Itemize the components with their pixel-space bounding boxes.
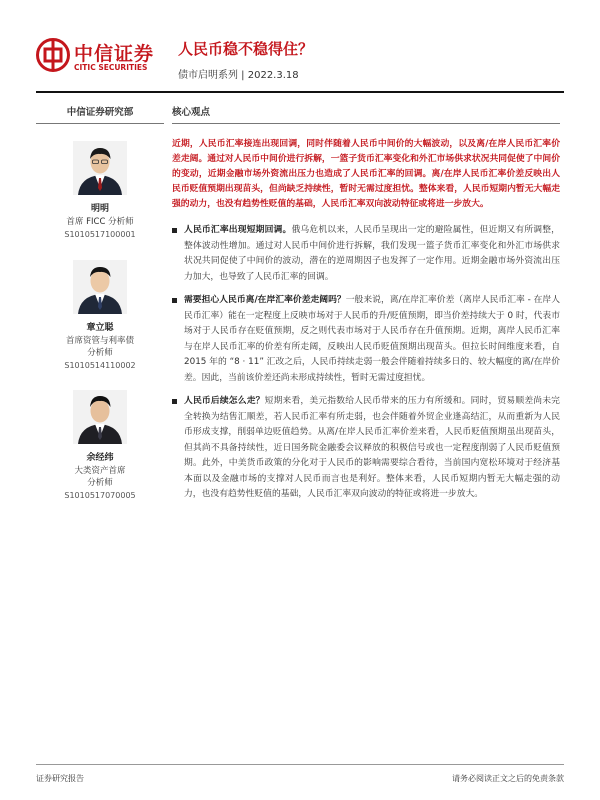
bullet-square-icon (172, 228, 177, 233)
bullet-list (172, 223, 560, 503)
section-title-core-views: 核心观点 (172, 104, 560, 124)
analyst-photo-icon (73, 260, 127, 314)
analyst-role: 首席资管与利率债 (65, 336, 134, 346)
bullet-item (172, 293, 560, 386)
report-header (0, 0, 600, 95)
research-dept-title: 中信证券研究部 (36, 104, 164, 124)
page-footer (36, 764, 564, 792)
logo-english-name: CITIC SECURITIES (74, 63, 148, 72)
analyst-sidebar (36, 104, 164, 500)
summary-paragraph: 近期，人民币汇率接连出现回调，同时伴随着人民币中间价的大幅波动，以及离/在岸人民币汇率价差走阔。通过对人民币中间价进行拆解，一篮子货币汇率变化和外汇市场供求状况共同促使了中间价的变动，近期金融市场外资流出压力也造成了人民币汇率的回调。离/在岸人民币汇率价差反映出人民币贬值预期出现苗头，但尚缺乏持续性，暂时无需过度担忧。整体来看，人民币短期内暂无大幅走强的动力，也没有趋势性贬值的基础，人民币汇率双向波动特征或将进一步放大。 (172, 139, 560, 209)
bullet-text: 短期来看，美元指数给人民币带来的压力有所缓和。同时，贸易顺差尚未完全转换为结售汇顺差，若人民币汇率有所走弱，也会伴随着外贸企业逢高结汇，从而重新为人民币形成支撑，削弱单边贬值趋势。从离/在岸人民币汇率价差来看，人民币贬值预期虽出现苗头，但其尚不具备持续性，近日国务院金融委会议释放的积极信号或也一定程度削弱了人民币贬值预期。此外，中美货币政策的分化对于人民币的影响需要综合看待，当前国内宽松环境对于经济基本面以及金融市场的支撑对人民币而言也是利好。整体来看，人民币短期内暂无大幅走强的动力，也没有趋势性贬值的基础，人民币汇率双向波动的特征或将进一步放大。 (184, 396, 560, 499)
footer-disclaimer-note: 请务必阅读正文之后的免责条款 (452, 774, 564, 783)
report-series-date: 债市启明系列 | 2022.3.18 (178, 70, 299, 81)
citic-logo (36, 30, 171, 80)
analyst-photo-icon (73, 390, 127, 444)
citic-emblem-icon (36, 38, 70, 72)
analyst-role: 分析师 (87, 478, 113, 488)
bullet-text: 一般来说，离/在岸汇率价差（离岸人民币汇率 - 在岸人民币汇率）能在一定程度上反映市场对于人民币的升/贬值预期，即当价差持续大于 0 时，代表市场对于人民币存在贬值预期，反之则代表市场对于人民币存在升值预期。近期，离岸人民币汇率与在岸人民币汇率的价差有所走阔，反映出人民币贬值预期出现苗头。但拉长时间维度来看，自 2015 年的 “8 · 11” 汇改之后，人民币持续走弱一般会伴随着持续多日的、较大幅度的离/在岸价差。因此，当前该价差还尚未形成持续性，暂时无需过度担忧。 (184, 295, 561, 383)
bullet-square-icon (172, 399, 177, 404)
analyst-role: 分析师 (87, 348, 113, 358)
analyst-license-id: S1010517070005 (64, 491, 136, 500)
report-title: 人民币稳不稳得住？ (178, 40, 314, 58)
analyst-name: 章立聪 (86, 323, 114, 333)
bullet-lead: 人民币后续怎么走？ (184, 396, 265, 406)
analyst-name: 明明 (90, 204, 109, 214)
main-content (172, 104, 560, 511)
bullet-lead: 需要担心人民币离/在岸汇率价差走阔吗？ (184, 295, 346, 305)
bullet-square-icon (172, 298, 177, 303)
analyst-card (36, 141, 164, 241)
logo-chinese-name: 中信证券 (74, 43, 155, 65)
footer-report-type: 证券研究报告 (36, 774, 84, 783)
analyst-card (36, 390, 164, 502)
analyst-role: 大类资产首席 (74, 466, 126, 476)
analyst-role: 首席 FICC 分析师 (66, 217, 134, 227)
bullet-text: 俄乌危机以来，人民币呈现出一定的避险属性，但近期又有所调整，整体波动性增加。通过对人民币中间价进行拆解，我们发现一篮子货币汇率变化和外汇市场供求状况共同促使了中间价的波动，潜在的逆周期因子也发挥了一定作用。近期金融市场外资流出压力加大，也导致了人民币汇率的回调。 (184, 225, 560, 282)
analyst-license-id: S1010514110002 (64, 361, 136, 370)
analyst-license-id: S1010517100001 (64, 230, 136, 239)
bullet-item (172, 223, 560, 285)
analyst-name: 余经纬 (86, 453, 114, 463)
bullet-item (172, 394, 560, 503)
analyst-card (36, 260, 164, 372)
header-divider (36, 91, 564, 93)
bullet-lead: 人民币汇率出现短期回调。 (184, 225, 292, 235)
analyst-photo-icon (73, 141, 127, 195)
